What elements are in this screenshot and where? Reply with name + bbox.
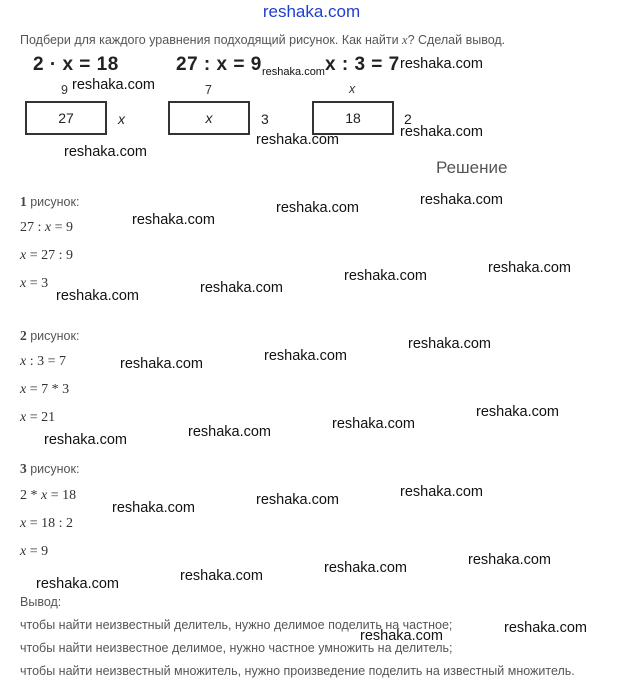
figure-3-box-value: 18	[345, 110, 361, 126]
task-text-after: ? Сделай вывод.	[407, 33, 506, 47]
watermark: reshaka.com	[476, 404, 560, 420]
watermark: reshaka.com	[56, 288, 140, 304]
watermark: reshaka.com	[468, 552, 552, 568]
section-3-line-1: 2 * x = 18	[20, 488, 77, 503]
section-2-heading: 2 рисунок:	[20, 328, 80, 343]
site-header-link[interactable]: reshaka.com	[262, 2, 361, 21]
section-1-heading: 1 рисунок:	[20, 194, 80, 209]
figure-3-top-label: x	[349, 82, 356, 96]
watermark: reshaka.com	[488, 260, 572, 276]
watermark: reshaka.com	[72, 77, 156, 93]
figure-2-box-value: x	[205, 110, 213, 126]
section-2-line-1: x : 3 = 7	[20, 354, 67, 369]
watermark: reshaka.com	[188, 424, 272, 440]
watermark: reshaka.com	[332, 416, 416, 432]
equation-3: x : 3 = 7	[325, 54, 400, 75]
watermark: reshaka.com	[180, 568, 264, 584]
conclusion-title: Вывод:	[20, 595, 62, 609]
section-1-line-2: x = 27 : 9	[20, 248, 74, 263]
conclusion-line-2: чтобы найти неизвестное делимое, нужно частное умножить на делитель;	[20, 641, 453, 655]
watermark: reshaka.com	[44, 432, 128, 448]
watermark: reshaka.com	[120, 356, 204, 372]
figure-2-top-label: 7	[205, 83, 212, 97]
watermark: reshaka.com	[200, 280, 284, 296]
task-text-before: Подбери для каждого уравнения подходящий рисунок. Как найти	[20, 33, 403, 47]
section-2-line-3: x = 21	[20, 410, 56, 425]
watermark: reshaka.com	[344, 268, 428, 284]
watermark: reshaka.com	[256, 492, 340, 508]
figure-1-box-value: 27	[58, 110, 74, 126]
solution-title: Решение	[436, 158, 508, 177]
conclusion-line-1: чтобы найти неизвестный делитель, нужно делимое поделить на частное;	[20, 618, 453, 632]
equation-2: 27 : x = 9	[176, 54, 262, 75]
section-3-heading: 3 рисунок:	[20, 461, 80, 476]
conclusion-line-3: чтобы найти неизвестный множитель, нужно произведение поделить на известный множитель.	[20, 664, 575, 678]
watermark: reshaka.com	[262, 66, 325, 78]
watermark: reshaka.com	[400, 484, 484, 500]
section-1-line-3: x = 3	[20, 276, 49, 291]
task-statement	[20, 33, 505, 48]
watermark: reshaka.com	[276, 200, 360, 216]
section-1-line-1: 27 : x = 9	[20, 220, 74, 235]
watermark: reshaka.com	[324, 560, 408, 576]
equation-1: 2 · x = 18	[33, 54, 119, 75]
watermark: reshaka.com	[256, 132, 340, 148]
watermark: reshaka.com	[400, 56, 484, 72]
section-2-line-2: x = 7 * 3	[20, 382, 70, 397]
watermark: reshaka.com	[264, 348, 348, 364]
figure-1-top-label: 9	[61, 83, 68, 97]
watermark: reshaka.com	[400, 124, 484, 140]
figure-2-side-label: 3	[261, 111, 269, 127]
figure-1-side-label: x	[118, 111, 125, 127]
task-variable: x	[402, 33, 408, 47]
watermark: reshaka.com	[420, 192, 504, 208]
figure-3-side-label: 2	[404, 111, 412, 127]
figure-1-box	[25, 101, 107, 135]
figure-2-box	[168, 101, 250, 135]
watermark: reshaka.com	[64, 144, 148, 160]
watermark: reshaka.com	[36, 576, 120, 592]
figure-3-box	[312, 101, 394, 135]
section-3-line-2: x = 18 : 2	[20, 516, 74, 531]
watermark: reshaka.com	[408, 336, 492, 352]
watermark: reshaka.com	[112, 500, 196, 516]
section-3-line-3: x = 9	[20, 544, 49, 559]
watermark: reshaka.com	[504, 620, 588, 636]
watermark: reshaka.com	[132, 212, 216, 228]
watermark: reshaka.com	[360, 628, 444, 644]
